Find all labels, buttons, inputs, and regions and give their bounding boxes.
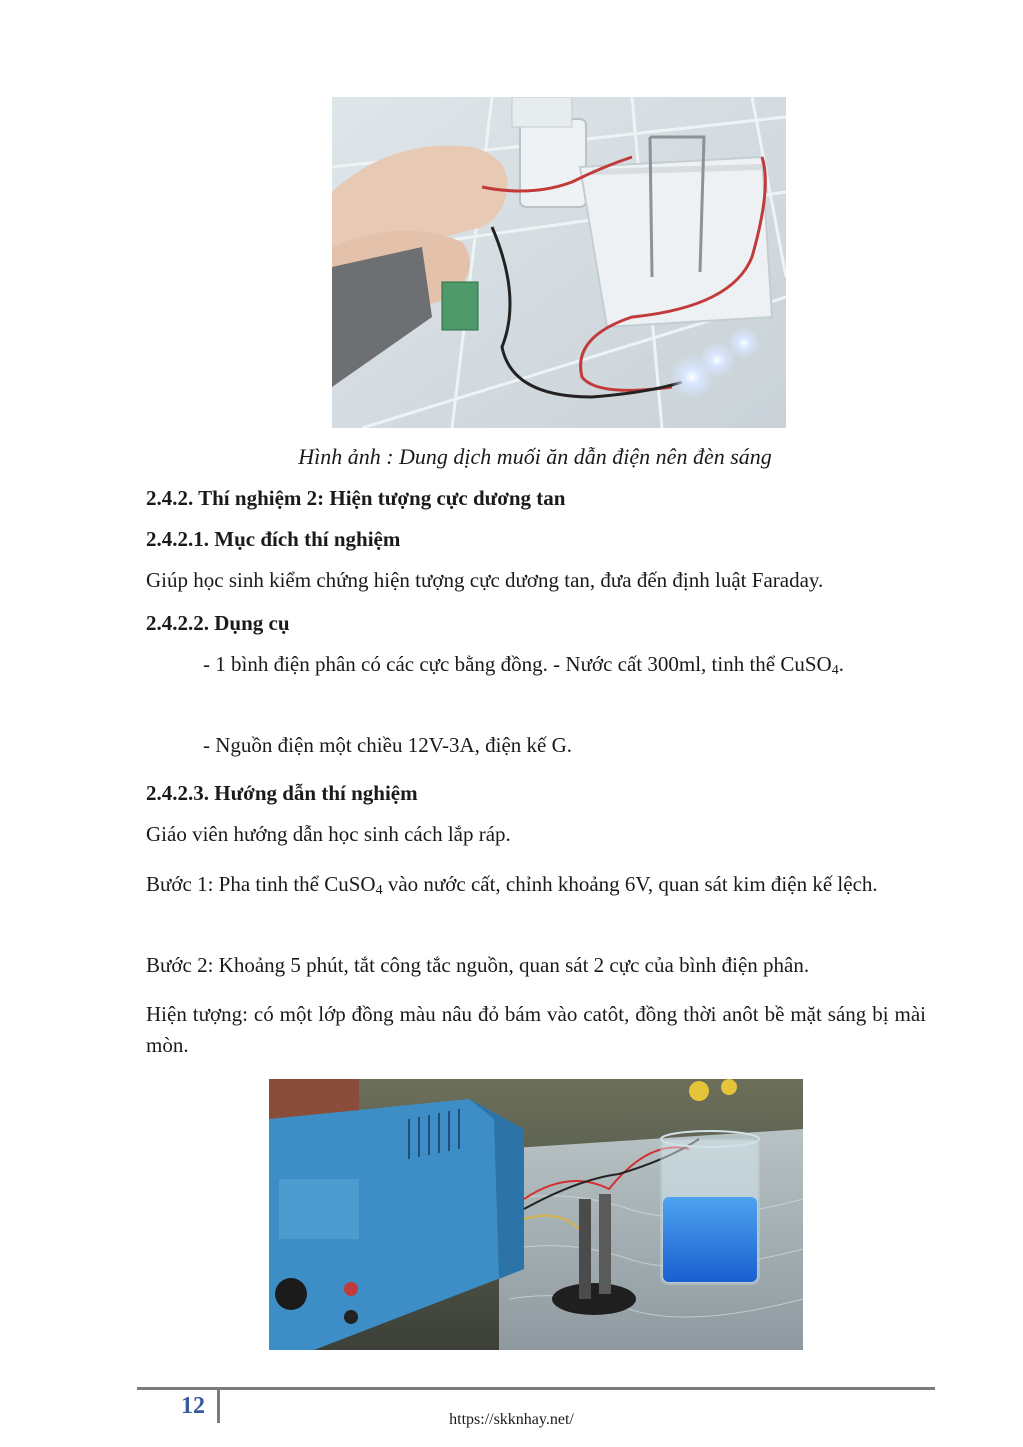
page-number: 12	[181, 1393, 205, 1419]
subscript-4: 4	[831, 663, 839, 678]
equipment-item-2: - Nguồn điện một chiều 12V-3A, điện kế G.	[203, 733, 572, 757]
footer-divider	[137, 1387, 935, 1390]
salt-water-experiment-illustration	[332, 97, 786, 428]
equipment-item-1	[203, 649, 926, 680]
equipment-item-1-text: - 1 bình điện phân có các cực bằng đồng. - Nước cất 300ml, tinh thể CuSO	[203, 652, 832, 676]
purpose-paragraph: Giúp học sinh kiểm chứng hiện tượng cực dương tan, đưa đến định luật Faraday.	[146, 568, 824, 592]
section-heading-2-4-2-1: 2.4.2.1. Mục đích thí nghiệm	[146, 527, 401, 551]
figure-1-caption: Hình ảnh : Dung dịch muối ăn dẫn điện nên đèn sáng	[298, 444, 772, 469]
section-heading-2-4-2-2: 2.4.2.2. Dụng cụ	[146, 611, 290, 635]
step-1-text-rest: vào nước cất, chỉnh khoảng 6V, quan sát kim điện kế lệch.	[382, 872, 878, 896]
footer-url[interactable]: https://skknhay.net/	[449, 1411, 574, 1428]
subscript-4: 4	[375, 883, 383, 898]
equipment-item-1-end: .	[838, 652, 844, 676]
section-heading-2-4-2-3: 2.4.2.3. Hướng dẫn thí nghiệm	[146, 781, 418, 805]
electrolysis-setup-illustration	[269, 1079, 803, 1350]
step-1-paragraph	[146, 869, 926, 900]
guide-intro: Giáo viên hướng dẫn học sinh cách lắp ráp.	[146, 822, 511, 846]
figure-2-photo	[269, 1079, 803, 1350]
step-2-paragraph: Bước 2: Khoảng 5 phút, tắt công tắc nguồn, quan sát 2 cực của bình điện phân.	[146, 953, 810, 977]
figure-1-photo	[332, 97, 786, 428]
phenomenon-paragraph: Hiện tượng: có một lớp đồng màu nâu đỏ bám vào catôt, đồng thời anôt bề mặt sáng bị mài mòn.	[146, 1002, 926, 1057]
step-1-text: Bước 1: Pha tinh thể CuSO	[146, 872, 376, 896]
section-heading-2-4-2: 2.4.2. Thí nghiệm 2: Hiện tượng cực dương tan	[146, 486, 566, 510]
